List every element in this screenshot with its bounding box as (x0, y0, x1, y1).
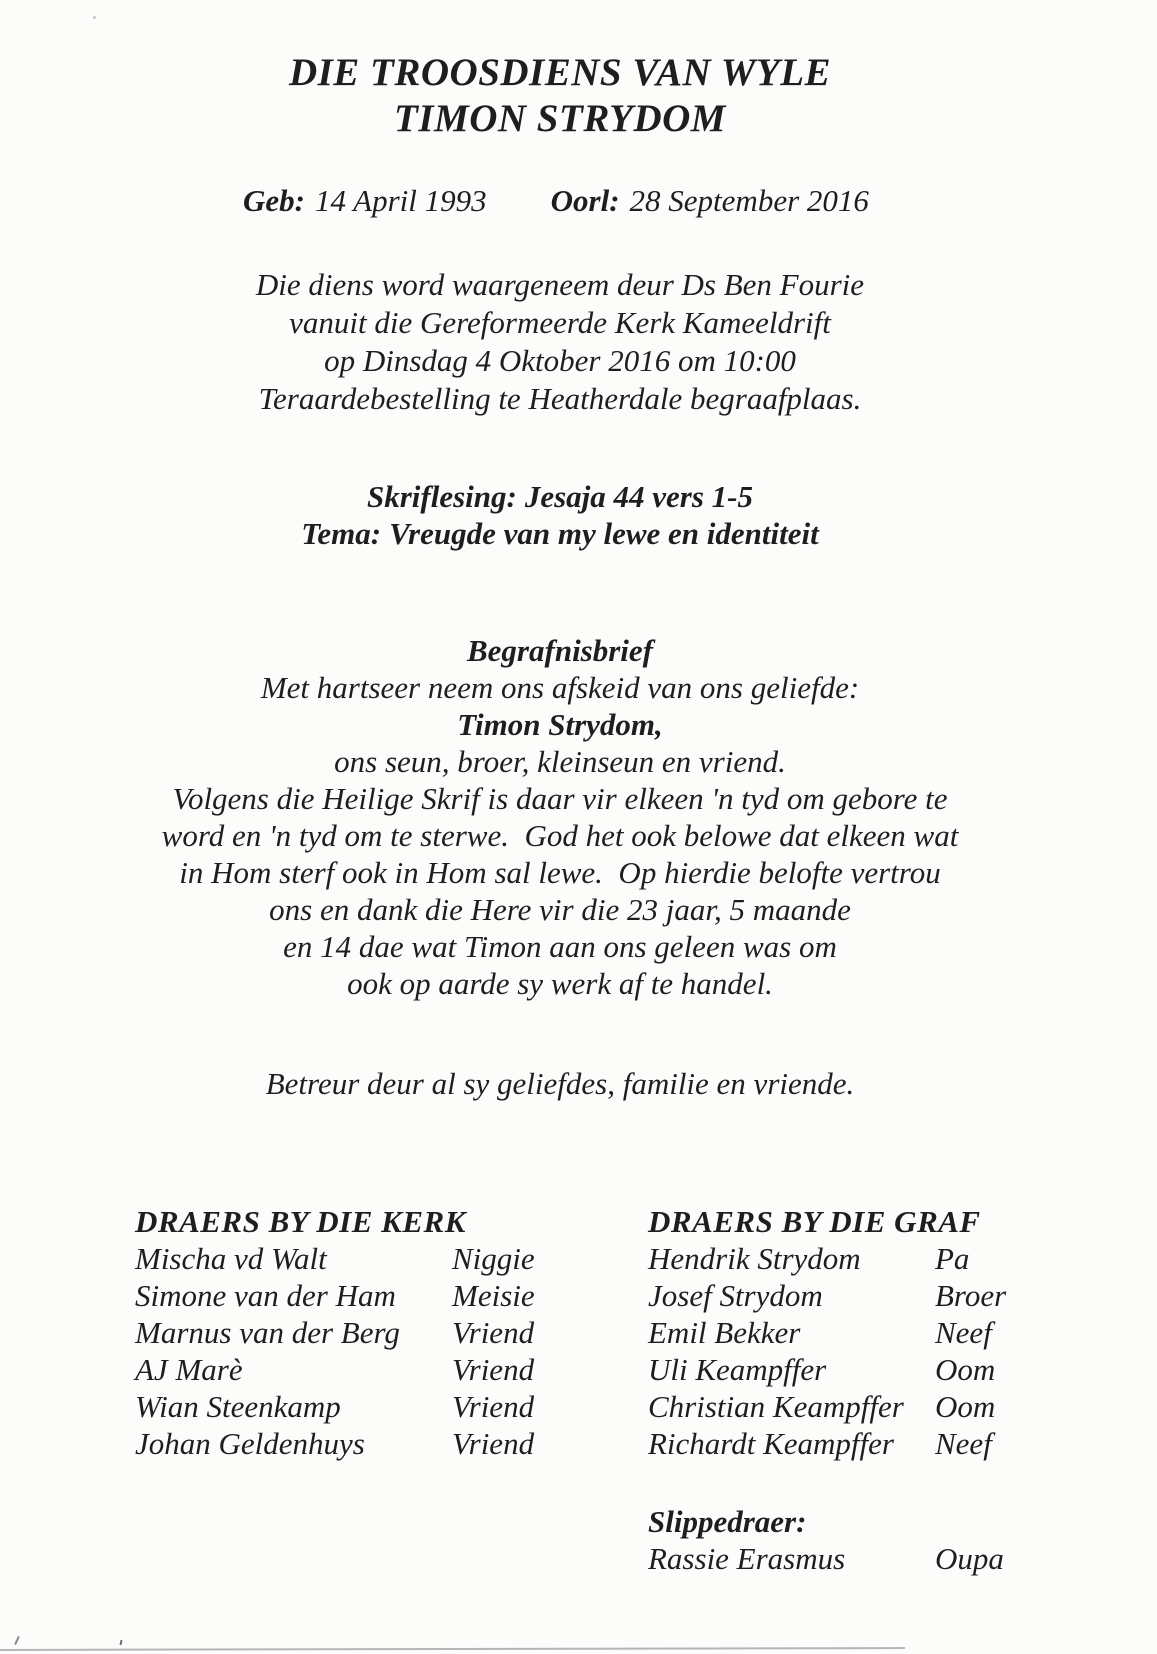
bearer-name: Josef Strydom (648, 1278, 823, 1313)
obituary-line: en 14 dae wat Timon aan ons geleen was om (283, 929, 837, 964)
bearer-row (648, 1277, 1006, 1314)
obituary-line: in Hom sterf ook in Hom sal lewe. Op hierdie belofte vertrou (179, 855, 941, 890)
obituary-line: ons seun, broer, kleinseun en vriend. (334, 744, 786, 779)
bearer-relation: Oom (935, 1389, 996, 1424)
service-line: vanuit die Gereformeerde Kerk Kameeldrift (289, 305, 831, 340)
title-line-1: DIE TROOSDIENS VAN WYLE (288, 51, 832, 94)
bearer-name: AJ Marè (135, 1352, 243, 1387)
bearer-row (648, 1425, 1006, 1462)
slippedraer-section (648, 1503, 1006, 1577)
deceased-name: Timon Strydom, (457, 707, 663, 742)
mourned-line: Betreur deur al sy geliefdes, familie en vriende. (265, 1066, 855, 1101)
obituary-line: ook op aarde sy werk af te handel. (347, 966, 773, 1001)
bearer-relation: Pa (935, 1241, 970, 1276)
bearer-name: Uli Keampffer (648, 1352, 827, 1387)
scan-artifact-speck (120, 1640, 123, 1645)
birth-label: Geb: (243, 183, 305, 218)
service-line: Die diens word waargeneem deur Ds Ben Fourie (255, 267, 865, 302)
scripture-reading (0, 478, 1120, 515)
bearer-name: Johan Geldenhuys (135, 1426, 365, 1461)
bearer-name: Mischa vd Walt (135, 1241, 327, 1276)
bearer-row (648, 1240, 1006, 1277)
birth-date (243, 183, 487, 219)
death-label: Oorl: (550, 183, 620, 218)
bearer-relation: Niggie (452, 1241, 535, 1276)
bearer-row (135, 1388, 535, 1425)
bearer-name: Wian Steenkamp (135, 1389, 341, 1424)
scripture-section (0, 478, 1120, 552)
bearers-grave-heading: DRAERS BY DIE GRAF (648, 1204, 981, 1239)
bearer-relation: Broer (935, 1278, 1007, 1313)
bearer-name: Emil Bekker (648, 1315, 801, 1350)
death-value: 28 September 2016 (629, 183, 869, 218)
scan-artifact-line (0, 1647, 905, 1651)
bearer-row (648, 1388, 1006, 1425)
scripture-reading-value: Jesaja 44 vers 1-5 (524, 479, 753, 514)
scan-artifact-speck (14, 1636, 20, 1645)
bearer-row (135, 1351, 535, 1388)
bearer-name: Richardt Keampffer (648, 1426, 894, 1461)
bearer-relation: Vriend (452, 1426, 535, 1461)
obituary-intro: Met hartseer neem ons afskeid van ons geliefde: (260, 670, 860, 705)
obituary-line: word en 'n tyd om te sterwe. God het ook belowe dat elkeen wat (161, 818, 959, 853)
scripture-theme-label: Tema: (301, 516, 382, 551)
scripture-reading-label: Skriflesing: (366, 479, 517, 514)
bearer-name: Simone van der Ham (135, 1278, 396, 1313)
service-details (0, 266, 1120, 418)
obituary-section (0, 632, 1120, 1002)
scan-artifact-speck (93, 16, 96, 19)
bearer-row (135, 1314, 535, 1351)
bearer-relation: Vriend (452, 1315, 535, 1350)
bearer-name: Hendrik Strydom (648, 1241, 861, 1276)
bearer-name: Marnus van der Berg (135, 1315, 400, 1350)
title-line-2: TIMON STRYDOM (394, 97, 726, 140)
bearer-row (135, 1240, 535, 1277)
bearer-relation: Vriend (452, 1389, 535, 1424)
birth-value: 14 April 1993 (314, 183, 487, 218)
bearer-relation: Meisie (452, 1278, 535, 1313)
bearer-name: Christian Keampffer (648, 1389, 904, 1424)
obituary-heading: Begrafnisbrief (467, 633, 653, 668)
bearer-relation: Vriend (452, 1352, 535, 1387)
obituary-line: Volgens die Heilige Skrif is daar vir elkeen 'n tyd om gebore te (172, 781, 948, 816)
slippedraer-name: Rassie Erasmus (648, 1541, 846, 1576)
bearer-row (135, 1277, 535, 1314)
slippedraer-heading: Slippedraer: (648, 1504, 807, 1539)
bearers-church-section (135, 1203, 535, 1462)
bearer-relation: Neef (935, 1315, 992, 1350)
bearer-relation: Neef (935, 1426, 992, 1461)
page-title (0, 50, 1120, 142)
scripture-theme (0, 515, 1120, 552)
bearer-row (648, 1314, 1006, 1351)
bearers-grave-section (648, 1203, 1006, 1577)
service-line: op Dinsdag 4 Oktober 2016 om 10:00 (324, 343, 796, 378)
service-line: Teraardebestelling te Heatherdale begraafplaas. (258, 381, 862, 416)
slippedraer-relation: Oupa (935, 1541, 1004, 1576)
obituary-line: ons en dank die Here vir die 23 jaar, 5 maande (269, 892, 851, 927)
bearer-relation: Oom (935, 1352, 996, 1387)
slippedraer-row (648, 1540, 1006, 1577)
bearers-church-heading: DRAERS BY DIE KERK (135, 1204, 466, 1239)
death-date (551, 183, 869, 219)
bearer-row (135, 1425, 535, 1462)
dates-row (243, 183, 869, 219)
bearer-row (648, 1351, 1006, 1388)
scripture-theme-value: Vreugde van my lewe en identiteit (389, 516, 819, 551)
